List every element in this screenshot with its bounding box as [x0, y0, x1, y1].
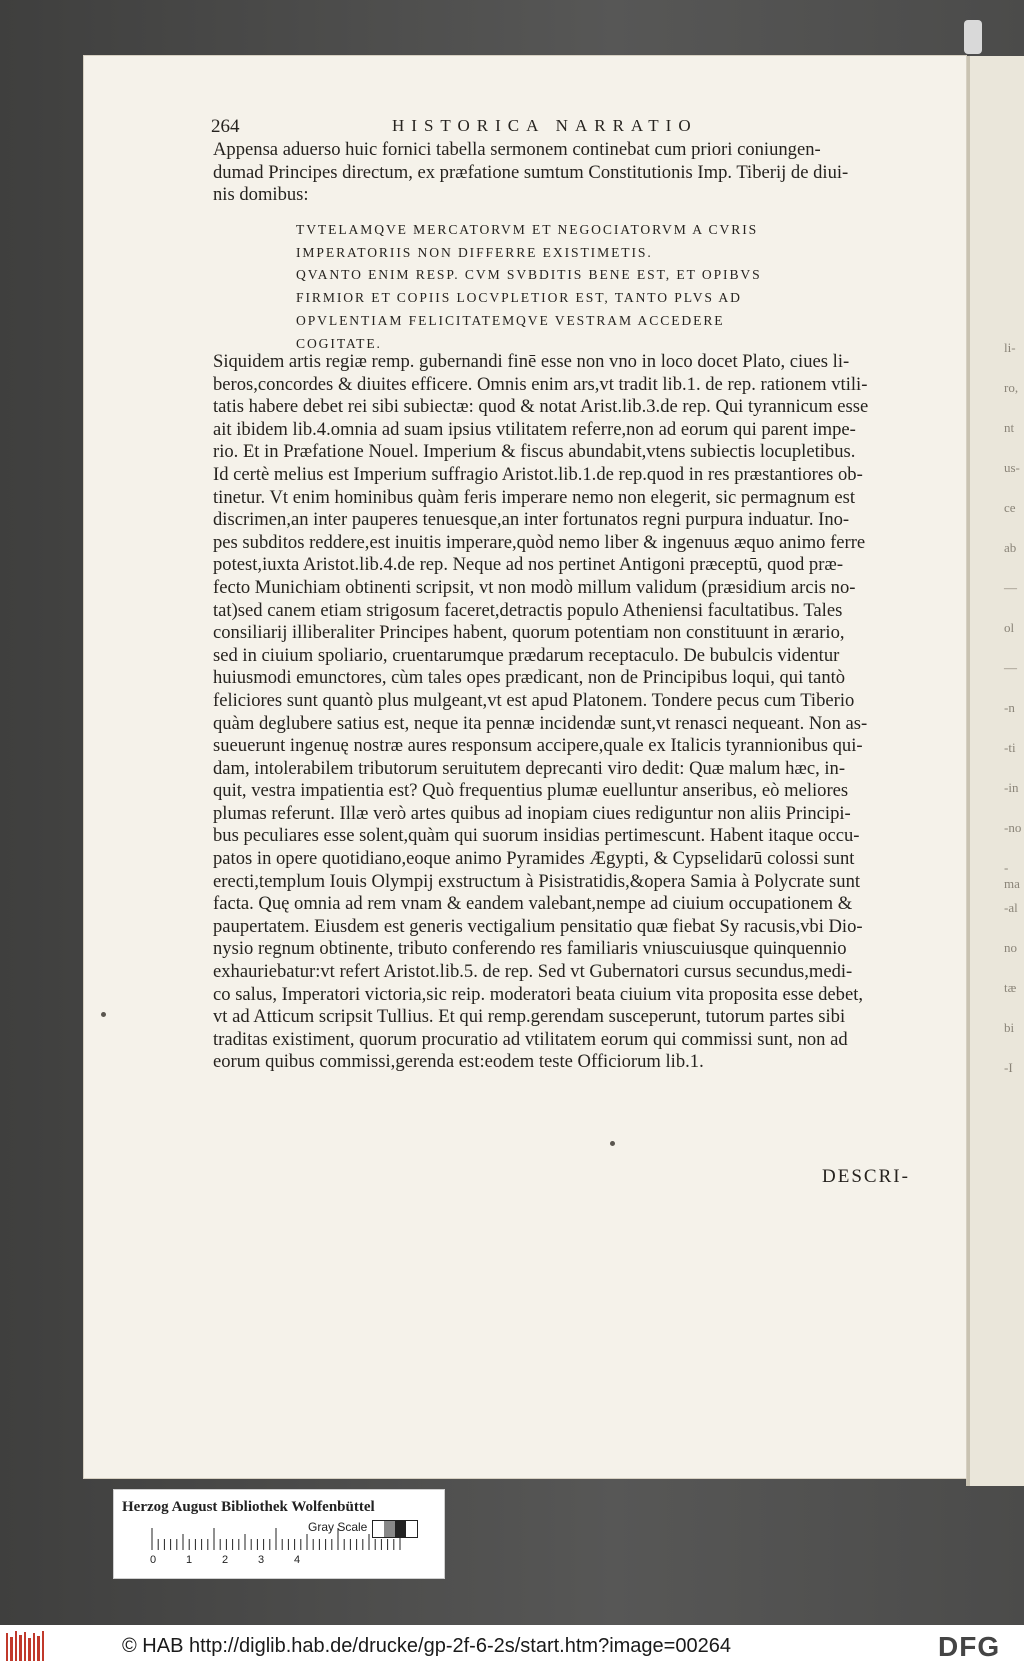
facing-page-fragment: -I [1004, 1060, 1013, 1075]
ruler-number: 4 [294, 1554, 301, 1566]
inscription-line: TVTELAMQVE MERCATORVM ET NEGOCIATORVM A CVRIS [296, 222, 759, 237]
viewer-footer [0, 1625, 1024, 1669]
text-line: Siquidem artis regiæ remp. gubernandi finē esse non vno in loco docet Plato, ciues li- [213, 351, 850, 372]
library-name: Herzog August Bibliothek Wolfenbüttel [122, 1499, 375, 1515]
text-line: potest,iuxta Aristot.lib.4.de rep. Neque ad nos pertinet Antigoni præceptū, quod præ- [213, 554, 844, 576]
facing-page-fragment: -in [1004, 780, 1019, 795]
facing-page-fragment: nt [1004, 420, 1015, 435]
library-color-card [113, 1489, 445, 1579]
text-line: dumad Principes directum, ex præfatione sumtum Constitutionis Imp. Tiberij de diui- [213, 161, 849, 183]
text-line: quit, vestra impatientia est? Quò frequentius plumæ euelluntur anseribus, eò meliores [213, 780, 849, 802]
facing-page-fragment: — [1004, 660, 1017, 675]
intro-paragraph [213, 139, 930, 207]
binding-clip [964, 20, 982, 54]
inscription-line: FIRMIOR ET COPIIS LOCVPLETIOR EST, TANTO PLVS AD [296, 290, 742, 306]
facing-page-fragment: bi [1004, 1020, 1015, 1035]
text-line: tinetur. Vt enim hominibus quàm feris imperare nemo non elegerit, sic permagnum est [213, 486, 856, 508]
text-line: sed in ciuium spoliario, cruentarumque prædarum receptaculo. De bubulcis videntur [213, 644, 840, 666]
text-line: nysio regnum obtinente, tributo conferendo res familiaris vniuscuiusque quinquennio [213, 938, 847, 960]
facing-page-fragment: tæ [1004, 980, 1017, 995]
text-line: fecto Munichiam obtinenti scripsit, vt non modò millum validum (præsidium arcis no- [213, 576, 856, 598]
facing-page-fragment: -ma [1004, 860, 1020, 891]
page-number: 264 [211, 116, 240, 137]
text-line: discrimen,an inter pauperes tenuesque,an inter fortunatos regni purpura induatur. Ino- [213, 509, 850, 531]
text-line: Appensa aduerso huic fornici tabella sermonem continebat cum priori coniungen- [213, 139, 821, 160]
inscription-line: IMPERATORIIS NON DIFFERRE EXISTIMETIS. [296, 244, 653, 260]
text-line: traditas existiment, quorum procuratio ad vtilitatem eorum qui commissi sunt, non ad [213, 1028, 848, 1050]
text-line: beros,concordes & diuites efficere. Omnis enim ars,vt tradit lib.1. de rep. rationem vtili- [213, 373, 868, 395]
text-line: patos in opere quotidiano,eoque animo Pyramides Ægypti, & Cypselidarū colossi sunt [213, 848, 855, 870]
inscription-line: QVANTO ENIM RESP. CVM SVBDITIS BENE EST, ET OPIBVS [296, 267, 762, 283]
facing-page-fragment: li- [1004, 340, 1016, 355]
source-citation[interactable]: © HAB http://diglib.hab.de/drucke/gp-2f-6-2s/start.htm?image=00264 [122, 1635, 731, 1657]
text-line: co salus, Imperatori victoria,sic reip. moderatori beata ciuium vita proposita esse debet, [213, 983, 864, 1005]
inscription-block [296, 219, 876, 355]
text-line: vt ad Atticum scripsit Tullius. Et qui remp.gerendam susceperunt, tutorum partes sibi [213, 1006, 846, 1028]
facing-page-fragment: -ti [1004, 740, 1016, 755]
text-line: paupertatem. Eiusdem est generis vectigalium pensitatio quæ fiebat Sy racusis,vbi Dio- [213, 915, 863, 937]
text-line: dam, intolerabilem tributorum seruitutem deprecanti viro dedit: Quæ malum hæc, in- [213, 757, 846, 779]
text-line: sueuerunt ingenuę nostræ aures responsum accipere,quale ex Italicis tyrannionibus qui- [213, 735, 863, 757]
text-line: tat)sed canem etiam strigosum faceret,detractis populo Atheniensi facultatibus. Tales [213, 599, 843, 621]
facing-page-fragment: -no [1004, 820, 1022, 835]
text-line: feliciores sunt quantò plus mulgeant,vt est apud Platonem. Tondere pecus cum Tiberio [213, 689, 855, 711]
text-line: Id certè melius est Imperium suffragio Aristot.lib.1.de rep.quod in res præstantiores ob- [213, 463, 863, 485]
main-paragraph [213, 351, 930, 1074]
ruler-scale [150, 1528, 410, 1550]
text-line: plumas referunt. Illæ verò artes quibus ad inopiam ciues rediguntur non aliis Principi- [213, 802, 851, 824]
facing-page-fragment: ol [1004, 620, 1015, 635]
text-line: exhauriebatur:vt refert Aristot.lib.5. de rep. Sed vt Gubernatori cursus secundus,medi- [213, 961, 853, 983]
gray-scale-label: Gray Scale [308, 1520, 368, 1534]
facing-page-fragment: ce [1004, 500, 1016, 515]
text-line: erecti,templum Iouis Olympij exstructum à Pisistratidis,&opera Samia à Polycrate sunt [213, 870, 861, 892]
ruler-number: 0 [150, 1554, 157, 1566]
facing-page-fragment: no [1004, 940, 1017, 955]
ink-speck [101, 1012, 106, 1017]
ruler-number: 2 [222, 1554, 229, 1566]
facing-page-fragment: — [1004, 580, 1017, 595]
facing-page-fragment: ro, [1004, 380, 1019, 395]
running-head: HISTORICA NARRATIO [392, 116, 698, 135]
catchword: DESCRI- [822, 1166, 910, 1187]
text-line: ait ibidem lib.4.omnia ad suam ipsius vtilitatem referre,non ad eorum qui parent impe- [213, 418, 856, 440]
text-line: nis domibus: [213, 184, 309, 206]
text-line: quàm deglubere satius est, neque ita pennæ incidendæ sunt,vt renasci nequeant. Non as- [213, 712, 868, 734]
facing-page-fragment: ab [1004, 540, 1017, 555]
text-line: consiliarij illiberaliter Principes habent, quorum potentiam non constituunt in ærario, [213, 622, 845, 644]
dfg-logo: DFG [938, 1631, 1001, 1662]
inscription-line: COGITATE. [296, 335, 382, 351]
facing-page-fragment: -n [1004, 700, 1015, 715]
text-line: facta. Quę omnia ad rem vnam & eandem valebant,nempe ad ciuium occupationem & [213, 893, 853, 915]
ruler-number: 1 [186, 1554, 193, 1566]
gray-scale-swatch [372, 1520, 418, 1538]
text-line: bus peculiares esse solent,quàm qui suorum insidias pertimescunt. Habent itaque occu- [213, 825, 860, 847]
facing-page-edge [966, 56, 1024, 1486]
text-line: huiusmodi emunctores, cùm tales opes prædicant, non de Principibus loqui, qui tantò [213, 667, 846, 689]
facing-page-fragment: -al [1004, 900, 1018, 915]
facing-page-fragment: us- [1004, 460, 1020, 475]
text-line: tatis habere debet rei sibi subiectæ: quod & notat Arist.lib.3.de rep. Qui tyrannicum esse [213, 396, 869, 418]
text-line: eorum quibus commissi,gerenda est:eodem teste Officiorum lib.1. [213, 1051, 704, 1073]
hab-barcode-logo-icon [4, 1629, 48, 1665]
ink-speck [610, 1141, 615, 1146]
text-line: pes subditos reddere,est inuitis imperare,quòd nemo liber & ingenuus æquo animo ferre [213, 531, 866, 553]
inscription-line: OPVLENTIAM FELICITATEMQVE VESTRAM ACCEDERE [296, 312, 725, 328]
text-line: rio. Et in Præfatione Nouel. Imperium & fiscus abundabit,vtens subiectis locupletibus. [213, 441, 856, 463]
ruler-number: 3 [258, 1554, 265, 1566]
